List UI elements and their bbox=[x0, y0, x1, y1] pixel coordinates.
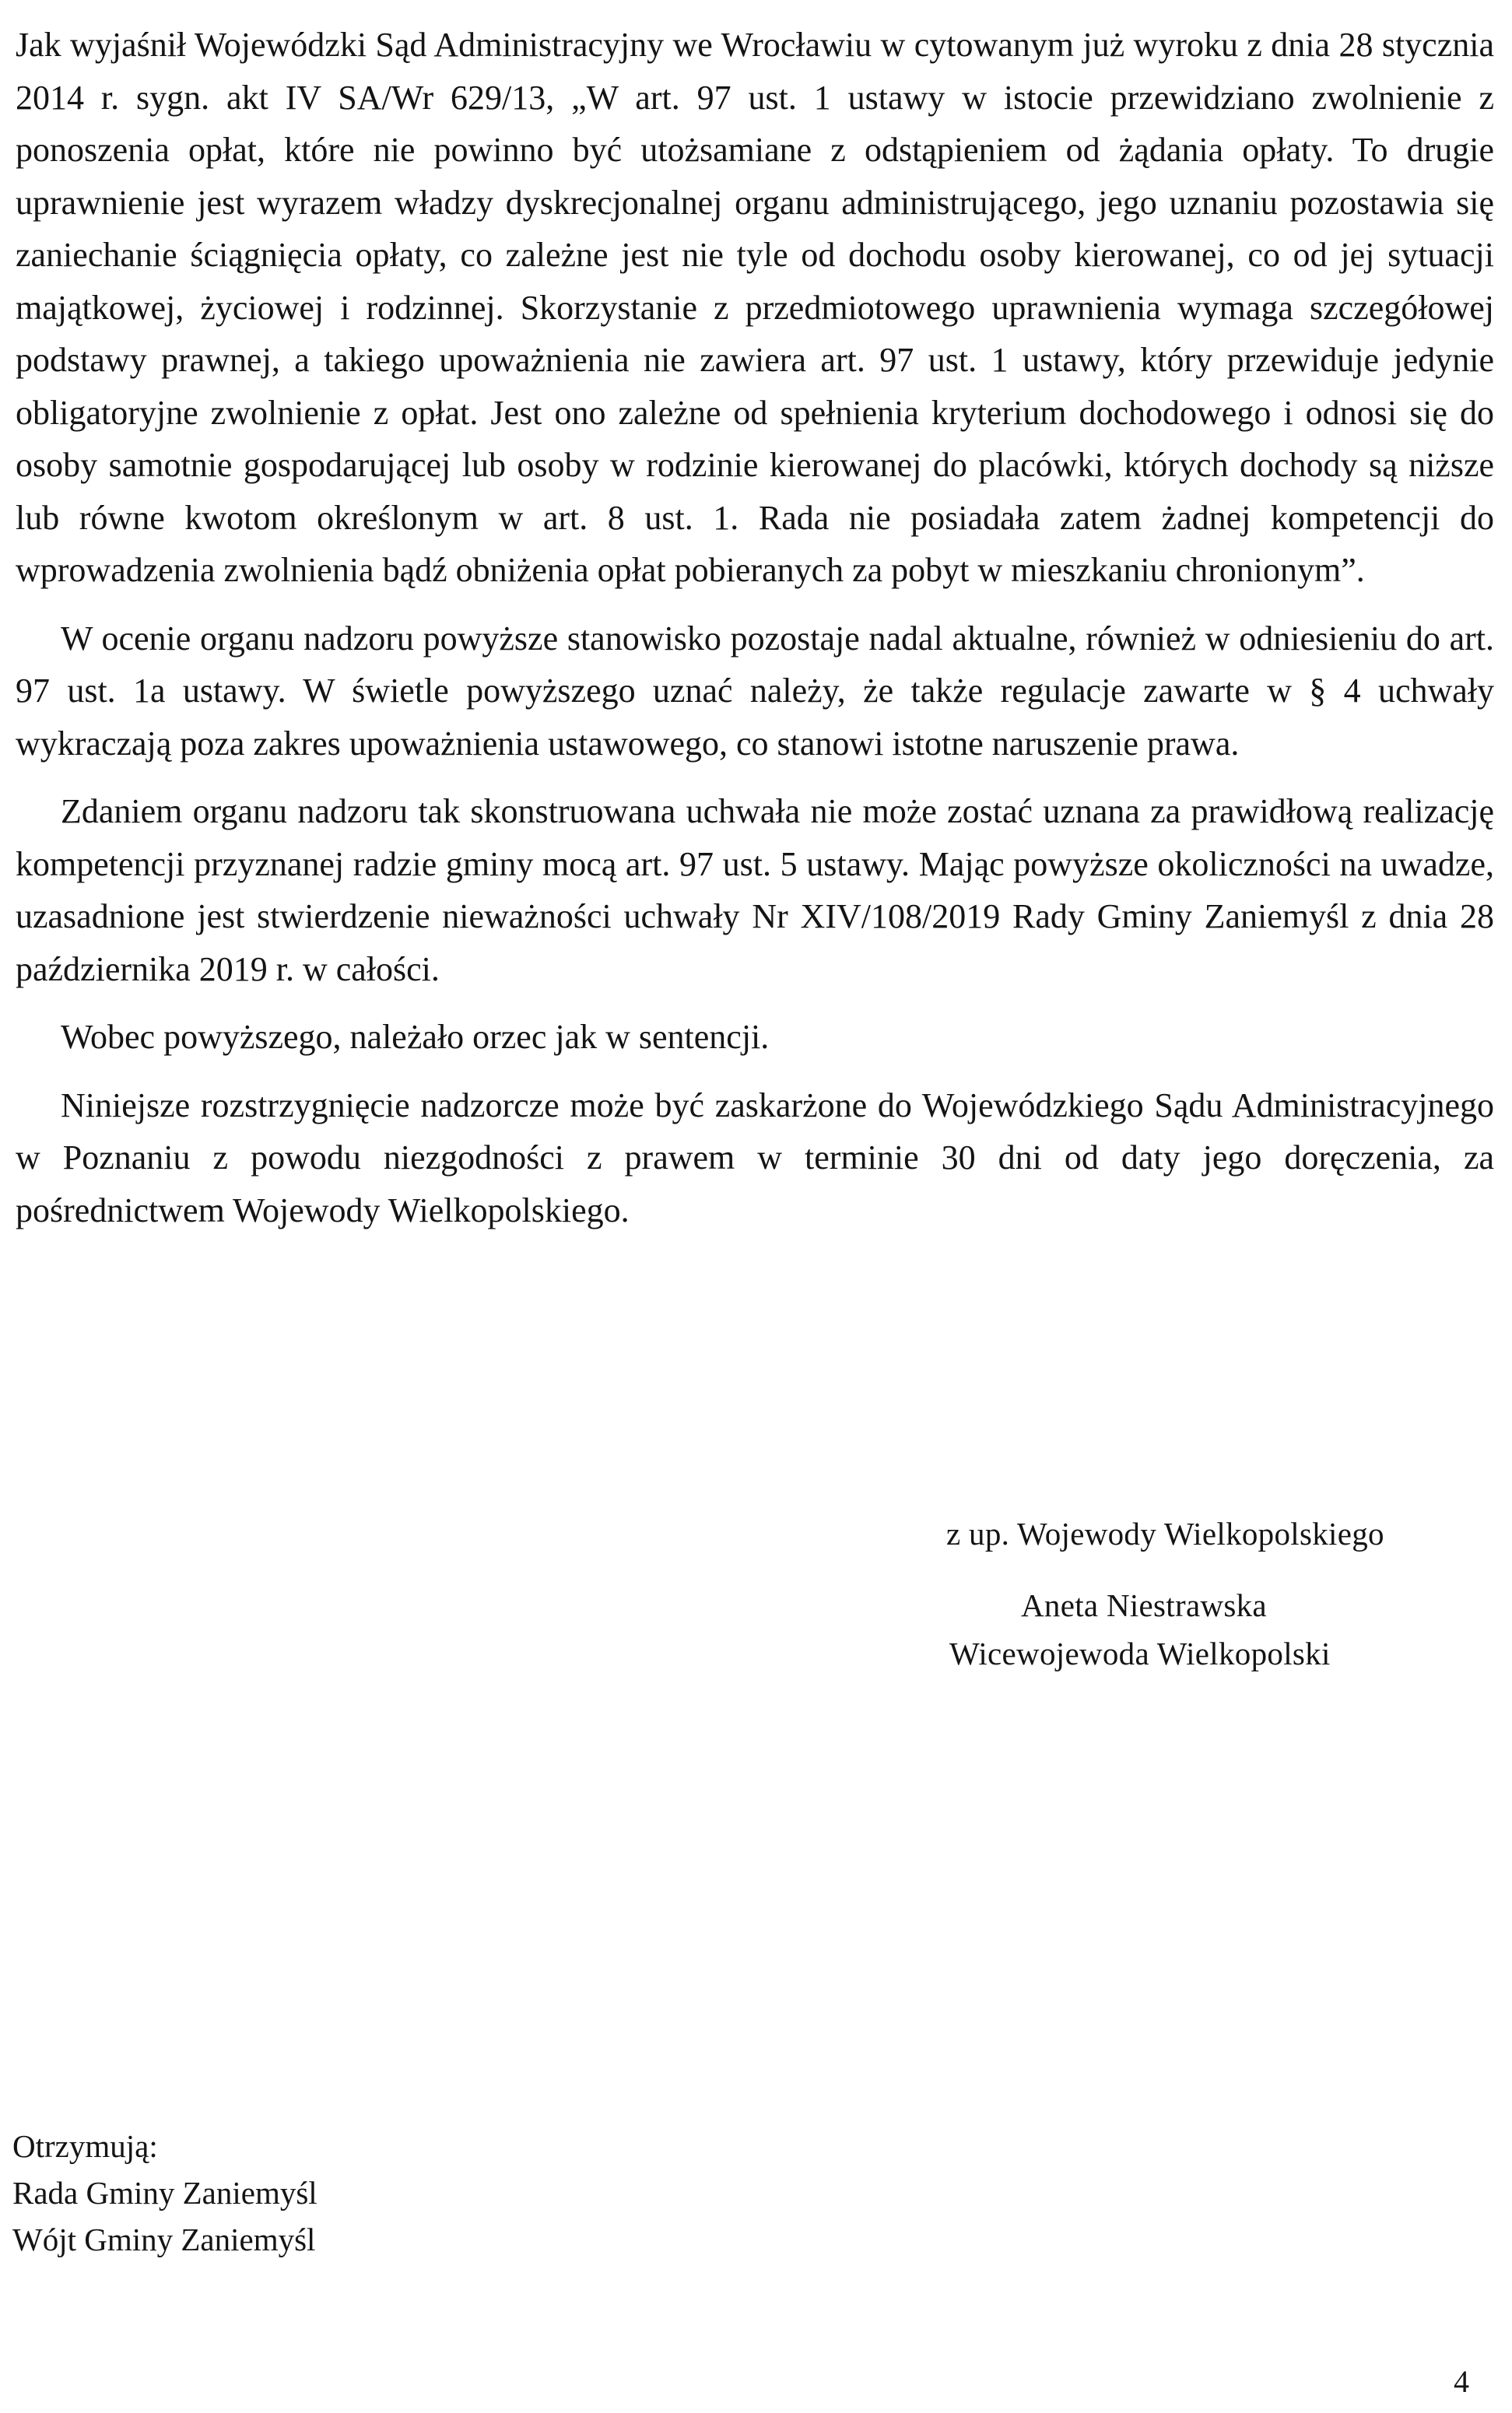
paragraph-ruling: Wobec powyższego, należało orzec jak w sentencji. bbox=[61, 1018, 770, 1056]
signature-block bbox=[879, 1510, 1424, 1678]
signature-on-behalf: z up. Wojewody Wielkopolskiego bbox=[946, 1516, 1384, 1552]
paragraph-invalidity-conclusion: Zdaniem organu nadzoru tak skonstruowana uchwała nie może zostać uznana za prawidłową realizację kompetencji przyznanej radzie gminy mocą art. 97 ust. 5 ustawy. Mając powyższe okoliczności na uwadze, uzasadnione jest stwierdzenie nieważności uchwały Nr XIV/108/2019 Rady Gminy Zaniemyśl z dnia 28 października 2019 r. w całości. bbox=[16, 792, 1494, 988]
recipient-item: Wójt Gminy Zaniemyśl bbox=[12, 2222, 316, 2257]
page-number: 4 bbox=[1454, 2364, 1469, 2399]
paragraph-court-citation: Jak wyjaśnił Wojewódzki Sąd Administracyjny we Wrocławiu w cytowanym już wyroku z dnia 28 stycznia 2014 r. sygn. akt IV SA/Wr 629/13, „W art. 97 ust. 1 ustawy w istocie przewidziano zwolnienie z ponoszenia opłat, które nie powinno być utożsamiane z odstąpieniem od żądania opłaty. To drugie uprawnienie jest wyrazem władzy dyskrecjonalnej organu administrującego, jego uznaniu pozostawia się zaniechanie ściągnięcia opłaty, co zależne jest nie tyle od dochodu osoby kierowanej, co od jej sytuacji majątkowej, życiowej i rodzinnej. Skorzystanie z przedmiotowego uprawnienia wymaga szczegółowej podstawy prawnej, a takiego upoważnienia nie zawiera art. 97 ust. 1 ustawy, który przewiduje jedynie obligatoryjne zwolnienie z opłat. Jest ono zależne od spełnienia kryterium dochodowego i odnosi się do osoby samotnie gospodarującej lub osoby w rodzinie kierowanej do placówki, których dochody są niższe lub równe kwotom określonym w art. 8 ust. 1. Rada nie posiadała zatem żadnej kompetencji do wprowadzenia zwolnienia bądź obniżenia opłat pobieranych za pobyt w mieszkaniu chronionym”. bbox=[16, 26, 1494, 589]
signature-title: Wicewojewoda Wielkopolski bbox=[949, 1636, 1331, 1671]
recipients-block bbox=[12, 2123, 635, 2263]
document-body bbox=[16, 19, 1494, 1252]
signature-name: Aneta Niestrawska bbox=[1021, 1587, 1267, 1623]
recipient-item: Rada Gminy Zaniemyśl bbox=[12, 2175, 317, 2211]
paragraph-appeal-instruction: Niniejsze rozstrzygnięcie nadzorcze może być zaskarżone do Wojewódzkiego Sądu Administracyjnego w Poznaniu z powodu niezgodności z prawem w terminie 30 dni od daty jego doręczenia, za pośrednictwem Wojewody Wielkopolskiego. bbox=[16, 1085, 1494, 1229]
recipients-heading: Otrzymują: bbox=[12, 2128, 158, 2164]
paragraph-supervisory-opinion: W ocenie organu nadzoru powyższe stanowisko pozostaje nadal aktualne, również w odniesieniu do art. 97 ust. 1a ustawy. W świetle powyższego uznać należy, że także regulacje zawarte w § 4 uchwały wykraczają poza zakres upoważnienia ustawowego, co stanowi istotne naruszenie prawa. bbox=[16, 619, 1494, 763]
